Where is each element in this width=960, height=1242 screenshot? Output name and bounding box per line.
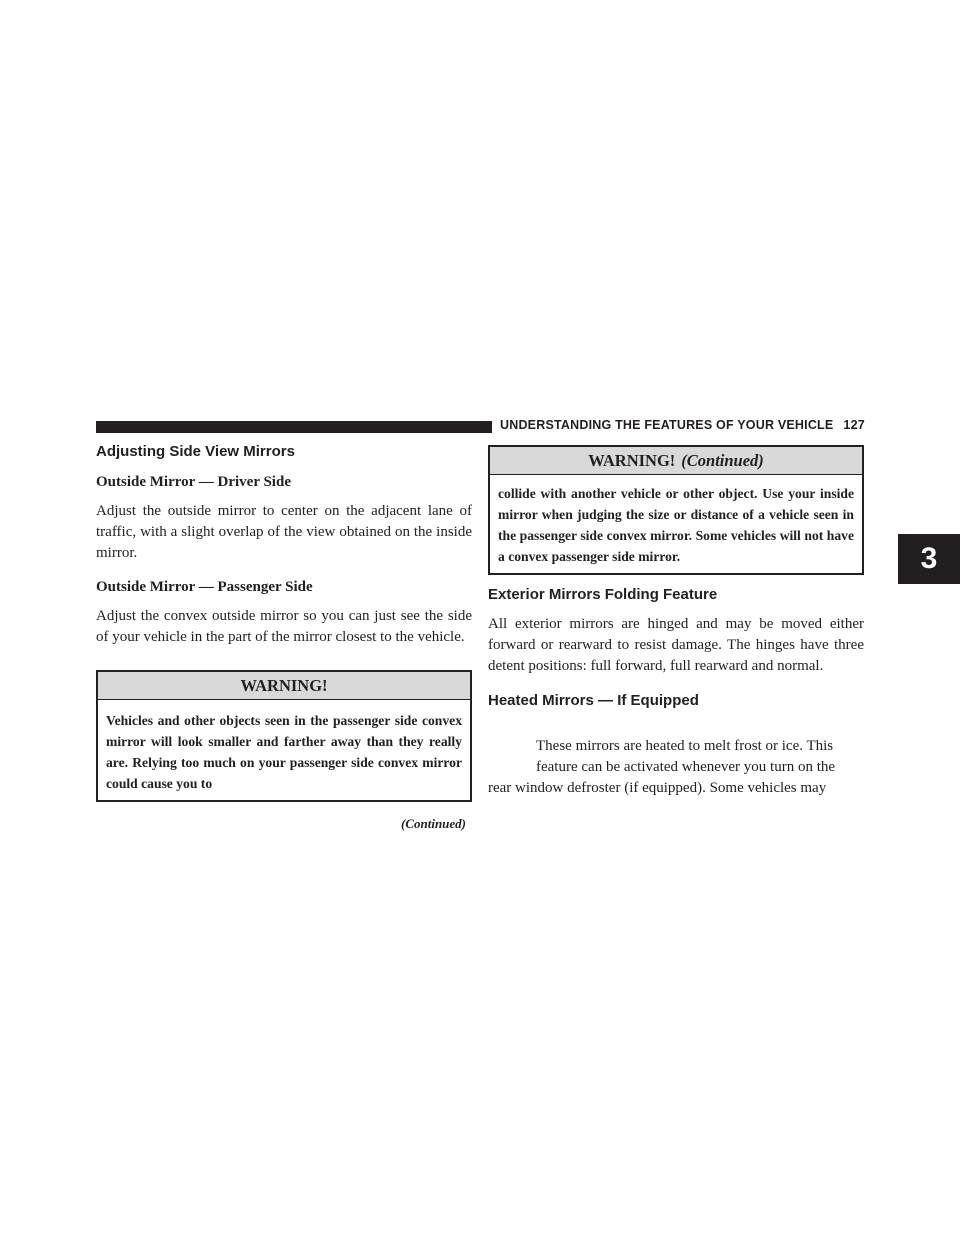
continued-note: (Continued)	[400, 816, 466, 831]
warning-continued-text: collide with another vehicle or other object. Use your inside mirror when judging the size or distance of a vehicle seen in the passenger side convex mirror. Some vehicles will not have a convex passenger side mirror.	[498, 486, 854, 564]
heated-mirrors-paragraph	[488, 736, 864, 799]
header-rule	[96, 421, 492, 433]
warning-box	[96, 670, 472, 802]
heated-line-1: These mirrors are heated to melt frost or ice. This	[536, 738, 834, 754]
driver-side-subheading: Outside Mirror — Driver Side	[96, 474, 291, 490]
driver-side-paragraph: Adjust the outside mirror to center on the adjacent lane of traffic, with a slight overlap of the view obtained on the inside mirror.	[96, 503, 472, 561]
warning-text: Vehicles and other objects seen in the passenger side convex mirror will look smaller and farther away than they really are. Relying too much on your passenger side convex mirror could cause you to	[106, 713, 462, 791]
warning-title-label: WARNING!	[588, 451, 676, 470]
page-number: 127	[843, 418, 865, 432]
chapter-tab: 3	[898, 534, 960, 584]
heated-mirrors-heading: Heated Mirrors — If Equipped	[488, 692, 699, 709]
right-column	[488, 440, 864, 799]
folding-feature-paragraph: All exterior mirrors are hinged and may be moved either forward or rearward to resist damage. The hinges have three detent positions: full forward, full rearward and normal.	[488, 616, 864, 674]
left-column	[96, 440, 472, 832]
running-header	[500, 418, 868, 432]
folding-feature-heading: Exterior Mirrors Folding Feature	[488, 586, 718, 603]
warning-box-continued	[488, 445, 864, 575]
adjusting-mirrors-heading: Adjusting Side View Mirrors	[96, 443, 295, 460]
passenger-side-paragraph: Adjust the convex outside mirror so you can just see the side of your vehicle in the part of the mirror closest to the vehicle.	[96, 608, 472, 645]
warning-title-continued	[490, 447, 862, 475]
heated-line-2: feature can be activated whenever you turn on the	[536, 759, 836, 775]
passenger-side-subheading: Outside Mirror — Passenger Side	[96, 579, 313, 595]
warning-title: WARNING!	[98, 672, 470, 700]
section-title: UNDERSTANDING THE FEATURES OF YOUR VEHICLE	[500, 418, 834, 432]
heated-line-3: rear window defroster (if equipped). Some vehicles may	[488, 780, 827, 796]
warning-continued-label: (Continued)	[681, 451, 764, 470]
